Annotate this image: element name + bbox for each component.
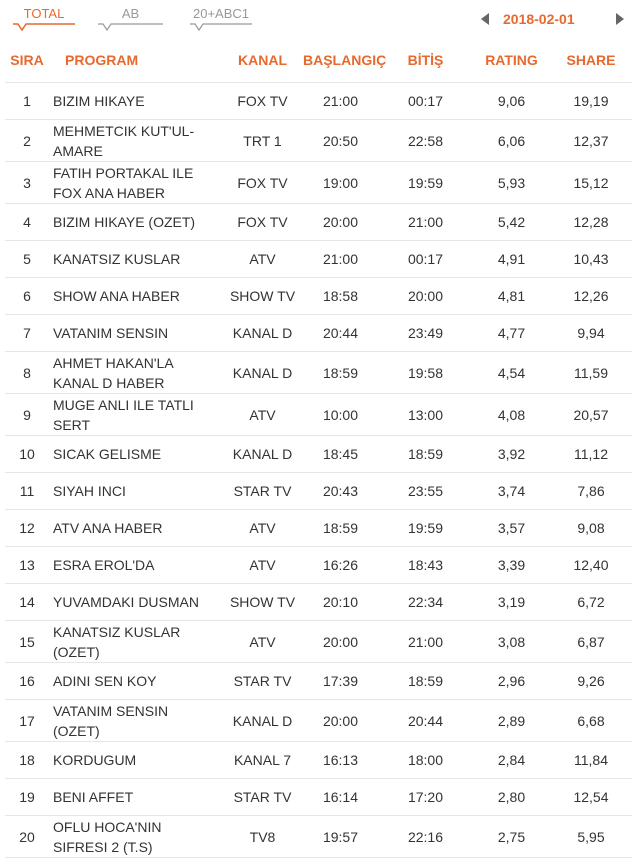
program-name-line: SHOW ANA HABER bbox=[53, 288, 180, 304]
rank-cell: 6 bbox=[5, 277, 49, 314]
rank-cell: 2 bbox=[5, 119, 49, 161]
end-time-cell: 00:17 bbox=[378, 82, 473, 119]
table-header-row bbox=[5, 38, 632, 82]
program-name-line: AMARE bbox=[53, 142, 103, 159]
rank-cell: 17 bbox=[5, 699, 49, 741]
start-time-cell: 20:44 bbox=[303, 314, 378, 351]
column-header-program[interactable]: PROGRAM bbox=[65, 52, 139, 68]
table-row bbox=[5, 351, 632, 393]
rating-cell: 2,75 bbox=[473, 815, 550, 858]
rating-cell: 4,08 bbox=[473, 393, 550, 435]
start-time-cell: 20:00 bbox=[303, 203, 378, 240]
program-name-line: (OZET) bbox=[53, 722, 100, 739]
rating-cell: 3,57 bbox=[473, 509, 550, 546]
tab-total-label: TOTAL bbox=[23, 6, 65, 21]
rank-cell: 1 bbox=[5, 82, 49, 119]
program-cell bbox=[49, 161, 222, 203]
rating-cell: 5,93 bbox=[473, 161, 550, 203]
channel-cell: KANAL D bbox=[222, 314, 303, 351]
rating-cell: 4,77 bbox=[473, 314, 550, 351]
program-cell bbox=[49, 546, 222, 583]
tab-underline-icon bbox=[13, 22, 75, 32]
tab-20-abc1[interactable] bbox=[190, 0, 252, 32]
channel-cell: STAR TV bbox=[222, 472, 303, 509]
program-name-line: YUVAMDAKI DUSMAN bbox=[53, 594, 199, 610]
program-name-line: SIFRESI 2 (T.S) bbox=[53, 838, 153, 855]
channel-cell: ATV bbox=[222, 620, 303, 662]
rank-cell: 11 bbox=[5, 472, 49, 509]
program-cell bbox=[49, 662, 222, 699]
program-name-line: BENI AFFET bbox=[53, 789, 134, 805]
share-cell: 12,54 bbox=[550, 778, 632, 815]
end-time-cell: 22:34 bbox=[378, 583, 473, 620]
start-time-cell: 20:50 bbox=[303, 119, 378, 161]
start-time-cell: 20:10 bbox=[303, 583, 378, 620]
table-row bbox=[5, 620, 632, 662]
table-row bbox=[5, 699, 632, 741]
end-time-cell: 23:49 bbox=[378, 314, 473, 351]
start-time-cell: 20:00 bbox=[303, 620, 378, 662]
rating-cell: 3,92 bbox=[473, 435, 550, 472]
share-cell: 12,40 bbox=[550, 546, 632, 583]
channel-cell: FOX TV bbox=[222, 82, 303, 119]
program-cell bbox=[49, 620, 222, 662]
start-time-cell: 20:00 bbox=[303, 699, 378, 741]
top-bar bbox=[0, 0, 637, 38]
channel-cell: FOX TV bbox=[222, 203, 303, 240]
program-name-line: FATIH PORTAKAL ILE bbox=[53, 164, 194, 181]
table-row bbox=[5, 203, 632, 240]
table-row bbox=[5, 314, 632, 351]
start-time-cell: 19:00 bbox=[303, 161, 378, 203]
program-name-line: SICAK GELISME bbox=[53, 446, 162, 462]
table-row bbox=[5, 509, 632, 546]
rank-cell: 16 bbox=[5, 662, 49, 699]
table-row bbox=[5, 778, 632, 815]
tab-underline-icon bbox=[98, 22, 163, 32]
start-time-cell: 18:59 bbox=[303, 509, 378, 546]
end-time-cell: 00:17 bbox=[378, 240, 473, 277]
share-cell: 11,12 bbox=[550, 435, 632, 472]
rank-cell: 3 bbox=[5, 161, 49, 203]
program-name-line: AHMET HAKAN'LA bbox=[53, 354, 174, 371]
channel-cell: TV8 bbox=[222, 815, 303, 858]
end-time-cell: 19:59 bbox=[378, 161, 473, 203]
end-time-cell: 20:44 bbox=[378, 699, 473, 741]
column-header-rank[interactable]: SIRA bbox=[10, 52, 44, 68]
program-name-line: ADINI SEN KOY bbox=[53, 673, 157, 689]
table-row bbox=[5, 435, 632, 472]
program-cell bbox=[49, 277, 222, 314]
table-row bbox=[5, 662, 632, 699]
table-row bbox=[5, 119, 632, 161]
channel-cell: KANAL D bbox=[222, 351, 303, 393]
rating-cell: 3,19 bbox=[473, 583, 550, 620]
share-cell: 9,08 bbox=[550, 509, 632, 546]
start-time-cell: 18:45 bbox=[303, 435, 378, 472]
rating-cell: 4,81 bbox=[473, 277, 550, 314]
channel-cell: ATV bbox=[222, 509, 303, 546]
program-cell bbox=[49, 435, 222, 472]
share-cell: 5,95 bbox=[550, 815, 632, 858]
rating-cell: 2,96 bbox=[473, 662, 550, 699]
ratings-table bbox=[5, 38, 632, 858]
program-name-line: MUGE ANLI ILE TATLI bbox=[53, 396, 194, 413]
end-time-cell: 18:59 bbox=[378, 662, 473, 699]
rating-cell: 3,39 bbox=[473, 546, 550, 583]
program-cell bbox=[49, 741, 222, 778]
rank-cell: 5 bbox=[5, 240, 49, 277]
share-cell: 10,43 bbox=[550, 240, 632, 277]
rating-cell: 2,89 bbox=[473, 699, 550, 741]
end-time-cell: 18:00 bbox=[378, 741, 473, 778]
rank-cell: 9 bbox=[5, 393, 49, 435]
channel-cell: SHOW TV bbox=[222, 583, 303, 620]
end-time-cell: 19:59 bbox=[378, 509, 473, 546]
program-name-line: SERT bbox=[53, 416, 91, 433]
program-name-line: BIZIM HIKAYE bbox=[53, 93, 145, 109]
rank-cell: 19 bbox=[5, 778, 49, 815]
share-cell: 15,12 bbox=[550, 161, 632, 203]
share-cell: 7,86 bbox=[550, 472, 632, 509]
share-cell: 11,84 bbox=[550, 741, 632, 778]
program-cell bbox=[49, 351, 222, 393]
end-time-cell: 18:59 bbox=[378, 435, 473, 472]
share-cell: 6,72 bbox=[550, 583, 632, 620]
table-row bbox=[5, 472, 632, 509]
end-time-cell: 20:00 bbox=[378, 277, 473, 314]
program-cell bbox=[49, 699, 222, 741]
program-cell bbox=[49, 778, 222, 815]
share-cell: 12,28 bbox=[550, 203, 632, 240]
program-name-line: FOX ANA HABER bbox=[53, 184, 166, 201]
program-cell bbox=[49, 240, 222, 277]
program-cell bbox=[49, 472, 222, 509]
rank-cell: 12 bbox=[5, 509, 49, 546]
start-time-cell: 16:14 bbox=[303, 778, 378, 815]
program-name-line: ESRA EROL'DA bbox=[53, 557, 155, 573]
program-cell bbox=[49, 393, 222, 435]
column-header-channel[interactable]: KANAL bbox=[238, 52, 287, 68]
program-cell bbox=[49, 82, 222, 119]
tab-total[interactable] bbox=[13, 0, 75, 32]
start-time-cell: 21:00 bbox=[303, 240, 378, 277]
start-time-cell: 16:26 bbox=[303, 546, 378, 583]
table-row bbox=[5, 277, 632, 314]
program-cell bbox=[49, 314, 222, 351]
end-time-cell: 13:00 bbox=[378, 393, 473, 435]
start-time-cell: 20:43 bbox=[303, 472, 378, 509]
start-time-cell: 18:59 bbox=[303, 351, 378, 393]
program-cell bbox=[49, 203, 222, 240]
program-name-line: ATV ANA HABER bbox=[53, 520, 163, 536]
tab-underline-icon bbox=[190, 22, 252, 32]
channel-cell: ATV bbox=[222, 393, 303, 435]
table-row bbox=[5, 82, 632, 119]
rating-cell: 4,54 bbox=[473, 351, 550, 393]
column-header-start[interactable]: BAŞLANGIÇ bbox=[303, 52, 387, 68]
channel-cell: ATV bbox=[222, 546, 303, 583]
end-time-cell: 22:58 bbox=[378, 119, 473, 161]
rank-cell: 15 bbox=[5, 620, 49, 662]
program-name-line: KANATSIZ KUSLAR bbox=[53, 623, 181, 640]
rating-cell: 2,80 bbox=[473, 778, 550, 815]
rank-cell: 13 bbox=[5, 546, 49, 583]
rank-cell: 8 bbox=[5, 351, 49, 393]
rating-cell: 2,84 bbox=[473, 741, 550, 778]
chevron-right-icon[interactable] bbox=[616, 13, 624, 25]
channel-cell: ATV bbox=[222, 240, 303, 277]
share-cell: 6,68 bbox=[550, 699, 632, 741]
channel-cell: KANAL D bbox=[222, 435, 303, 472]
program-name-line: VATANIM SENSIN bbox=[53, 325, 169, 341]
end-time-cell: 21:00 bbox=[378, 203, 473, 240]
chevron-left-icon[interactable] bbox=[481, 13, 489, 25]
start-time-cell: 17:39 bbox=[303, 662, 378, 699]
column-header-share[interactable]: SHARE bbox=[566, 52, 616, 68]
table-row bbox=[5, 161, 632, 203]
rating-cell: 5,42 bbox=[473, 203, 550, 240]
table-row bbox=[5, 546, 632, 583]
program-name-line: (OZET) bbox=[53, 643, 100, 660]
channel-cell: KANAL 7 bbox=[222, 741, 303, 778]
share-cell: 12,26 bbox=[550, 277, 632, 314]
program-cell bbox=[49, 583, 222, 620]
end-time-cell: 21:00 bbox=[378, 620, 473, 662]
start-time-cell: 10:00 bbox=[303, 393, 378, 435]
rank-cell: 7 bbox=[5, 314, 49, 351]
tab-ab-label: AB bbox=[121, 6, 140, 21]
program-cell bbox=[49, 119, 222, 161]
program-cell bbox=[49, 815, 222, 858]
share-cell: 9,94 bbox=[550, 314, 632, 351]
rank-cell: 14 bbox=[5, 583, 49, 620]
share-cell: 6,87 bbox=[550, 620, 632, 662]
share-cell: 12,37 bbox=[550, 119, 632, 161]
start-time-cell: 16:13 bbox=[303, 741, 378, 778]
start-time-cell: 19:57 bbox=[303, 815, 378, 858]
share-cell: 9,26 bbox=[550, 662, 632, 699]
rating-cell: 6,06 bbox=[473, 119, 550, 161]
share-cell: 20,57 bbox=[550, 393, 632, 435]
table-row bbox=[5, 240, 632, 277]
rating-cell: 4,91 bbox=[473, 240, 550, 277]
table-row bbox=[5, 393, 632, 435]
table-row bbox=[5, 583, 632, 620]
share-cell: 11,59 bbox=[550, 351, 632, 393]
end-time-cell: 23:55 bbox=[378, 472, 473, 509]
program-name-line: SIYAH INCI bbox=[53, 483, 126, 499]
rating-cell: 3,74 bbox=[473, 472, 550, 509]
column-header-rating[interactable]: RATING bbox=[485, 52, 538, 68]
table-row bbox=[5, 815, 632, 858]
start-time-cell: 18:58 bbox=[303, 277, 378, 314]
channel-cell: TRT 1 bbox=[222, 119, 303, 161]
program-name-line: VATANIM SENSIN bbox=[53, 702, 169, 719]
rank-cell: 20 bbox=[5, 815, 49, 858]
program-name-line: OFLU HOCA'NIN bbox=[53, 818, 162, 835]
program-cell bbox=[49, 509, 222, 546]
share-cell: 19,19 bbox=[550, 82, 632, 119]
channel-cell: SHOW TV bbox=[222, 277, 303, 314]
rank-cell: 18 bbox=[5, 741, 49, 778]
end-time-cell: 17:20 bbox=[378, 778, 473, 815]
channel-cell: STAR TV bbox=[222, 778, 303, 815]
channel-cell: KANAL D bbox=[222, 699, 303, 741]
rating-cell: 3,08 bbox=[473, 620, 550, 662]
end-time-cell: 22:16 bbox=[378, 815, 473, 858]
program-name-line: BIZIM HIKAYE (OZET) bbox=[53, 214, 196, 230]
channel-cell: STAR TV bbox=[222, 662, 303, 699]
rating-cell: 9,06 bbox=[473, 82, 550, 119]
program-name-line: MEHMETCIK KUT'UL- bbox=[53, 122, 195, 139]
tab-20-abc1-label: 20+ABC1 bbox=[192, 6, 249, 21]
program-name-line: KANAL D HABER bbox=[53, 374, 165, 391]
date-navigator bbox=[477, 0, 637, 38]
column-header-end[interactable]: BİTİŞ bbox=[407, 52, 444, 68]
current-date: 2018-02-01 bbox=[503, 11, 575, 27]
channel-cell: FOX TV bbox=[222, 161, 303, 203]
program-name-line: KORDUGUM bbox=[53, 752, 137, 768]
rank-cell: 4 bbox=[5, 203, 49, 240]
rank-cell: 10 bbox=[5, 435, 49, 472]
program-name-line: KANATSIZ KUSLAR bbox=[53, 251, 181, 267]
end-time-cell: 19:58 bbox=[378, 351, 473, 393]
table-row bbox=[5, 741, 632, 778]
end-time-cell: 18:43 bbox=[378, 546, 473, 583]
tab-ab[interactable] bbox=[98, 0, 163, 32]
start-time-cell: 21:00 bbox=[303, 82, 378, 119]
